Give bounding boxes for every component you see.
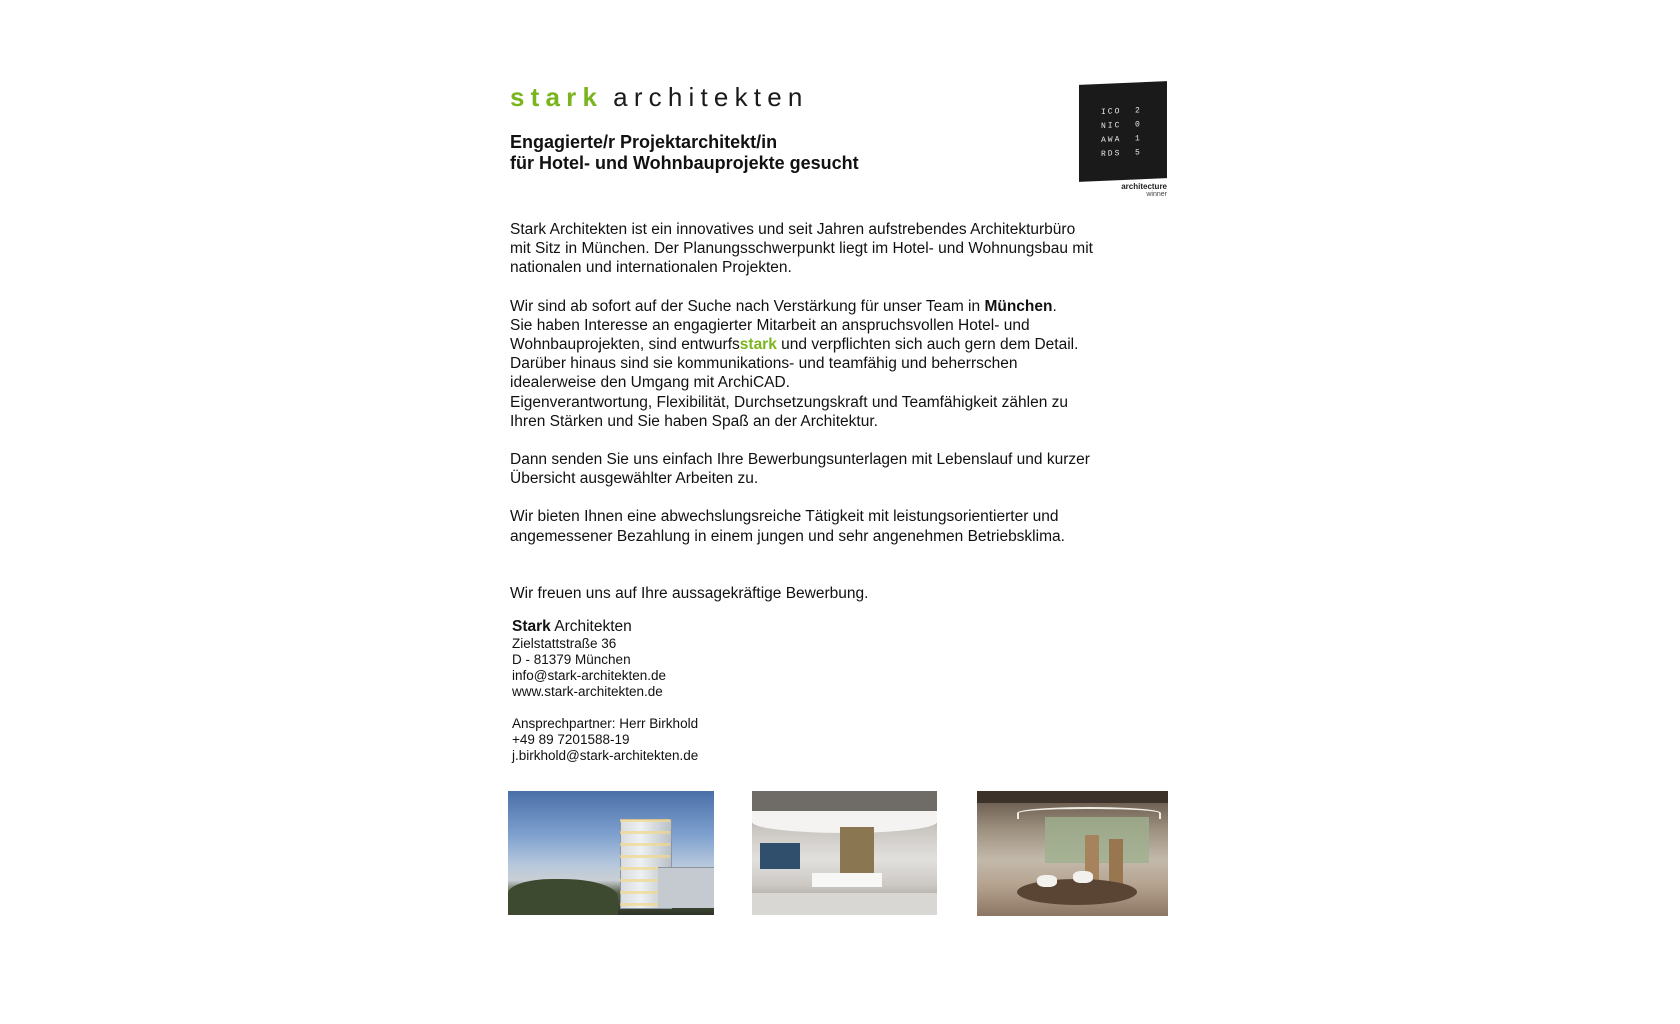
requirements-line-2: Sie haben Interesse an engagierter Mitarbeit an anspruchsvollen Hotel- und (510, 316, 1030, 334)
contact-block (512, 617, 698, 764)
award-digit-4: 5 (1135, 148, 1142, 158)
offer-line-1: Wir bieten Ihnen eine abwechslungsreiche Tätigkeit mit leistungsorientierter und (510, 508, 1059, 526)
award-digit-3: 1 (1135, 134, 1142, 144)
logo-architekten: architekten (613, 82, 809, 112)
offer-paragraph (510, 507, 1190, 545)
contact-company-name: Stark Architekten (512, 618, 632, 635)
requirements-line-1: Wir sind ab sofort auf der Suche nach Verstärkung für unser Team in München. (510, 297, 1057, 315)
contact-phone[interactable]: +49 89 7201588-19 (512, 732, 630, 747)
intro-paragraph (510, 220, 1190, 278)
award-word-3: AWA (1101, 135, 1122, 145)
application-line-2: Übersicht ausgewählter Arbeiten zu. (510, 470, 759, 488)
company-logo (510, 84, 809, 110)
requirements-paragraph (510, 297, 1190, 431)
intro-line-3: nationalen und internationalen Projekten. (510, 259, 792, 277)
award-status: winner (1146, 191, 1167, 198)
photo-hotel-tower-exterior (508, 791, 714, 915)
contact-website[interactable]: www.stark-architekten.de (512, 684, 663, 699)
award-word-4: RDS (1101, 149, 1122, 159)
requirements-line-6: Eigenverantwortung, Flexibilität, Durchsetzungskraft und Teamfähigkeit zählen zu (510, 393, 1069, 411)
stark-highlight: stark (739, 336, 777, 354)
award-word-1: ICO (1101, 107, 1122, 117)
contact-email[interactable]: info@stark-architekten.de (512, 668, 667, 683)
contact-street: Zielstattstraße 36 (512, 636, 617, 651)
intro-line-1: Stark Architekten ist ein innovatives und seit Jahren aufstrebendes Architekturbüro (510, 221, 1076, 238)
award-digit-2: 0 (1135, 120, 1142, 130)
logo-stark: stark (510, 82, 604, 112)
iconic-awards-badge (1079, 83, 1169, 199)
intro-line-2: mit Sitz in München. Der Planungsschwerpunkt liegt im Hotel- und Wohnungsbau mit (510, 240, 1093, 258)
application-paragraph (510, 450, 1190, 488)
application-line-1: Dann senden Sie uns einfach Ihre Bewerbungsunterlagen mit Lebenslauf und kurzer (510, 451, 1090, 469)
award-digit-1: 2 (1135, 106, 1142, 116)
award-logo-lettering (1101, 104, 1147, 162)
city-highlight: München (984, 297, 1053, 315)
job-headline (510, 132, 859, 174)
contact-person: Ansprechpartner: Herr Birkhold (512, 716, 699, 731)
contact-city: D - 81379 München (512, 652, 631, 667)
requirements-line-7: Ihren Stärken und Sie haben Spaß an der Architektur. (510, 412, 878, 430)
closing-line: Wir freuen uns auf Ihre aussagekräftige Bewerbung. (510, 584, 869, 602)
requirements-line-4: Darüber hinaus sind sie kommunikations- und teamfähig und beherrschen (510, 355, 1018, 373)
headline-line-2: für Hotel- und Wohnbauprojekte gesucht (510, 153, 859, 173)
requirements-line-3: Wohnbauprojekten, sind entwurfsstark und verpflichten sich auch gern dem Detail. (510, 336, 1079, 354)
award-word-2: NIC (1101, 121, 1122, 131)
offer-line-2: angemessener Bezahlung in einem jungen und sehr angenehmen Betriebsklima. (510, 527, 1065, 545)
photo-hotel-lounge-interior (977, 791, 1168, 916)
award-logo-box (1079, 81, 1167, 182)
job-description (510, 220, 1190, 622)
award-category: architecture (1121, 182, 1167, 191)
photo-hotel-lobby-white (752, 791, 937, 915)
requirements-line-5: idealerweise den Umgang mit ArchiCAD. (510, 374, 790, 392)
headline-line-1: Engagierte/r Projektarchitekt/in (510, 132, 778, 152)
contact-person-email[interactable]: j.birkhold@stark-architekten.de (512, 748, 699, 763)
